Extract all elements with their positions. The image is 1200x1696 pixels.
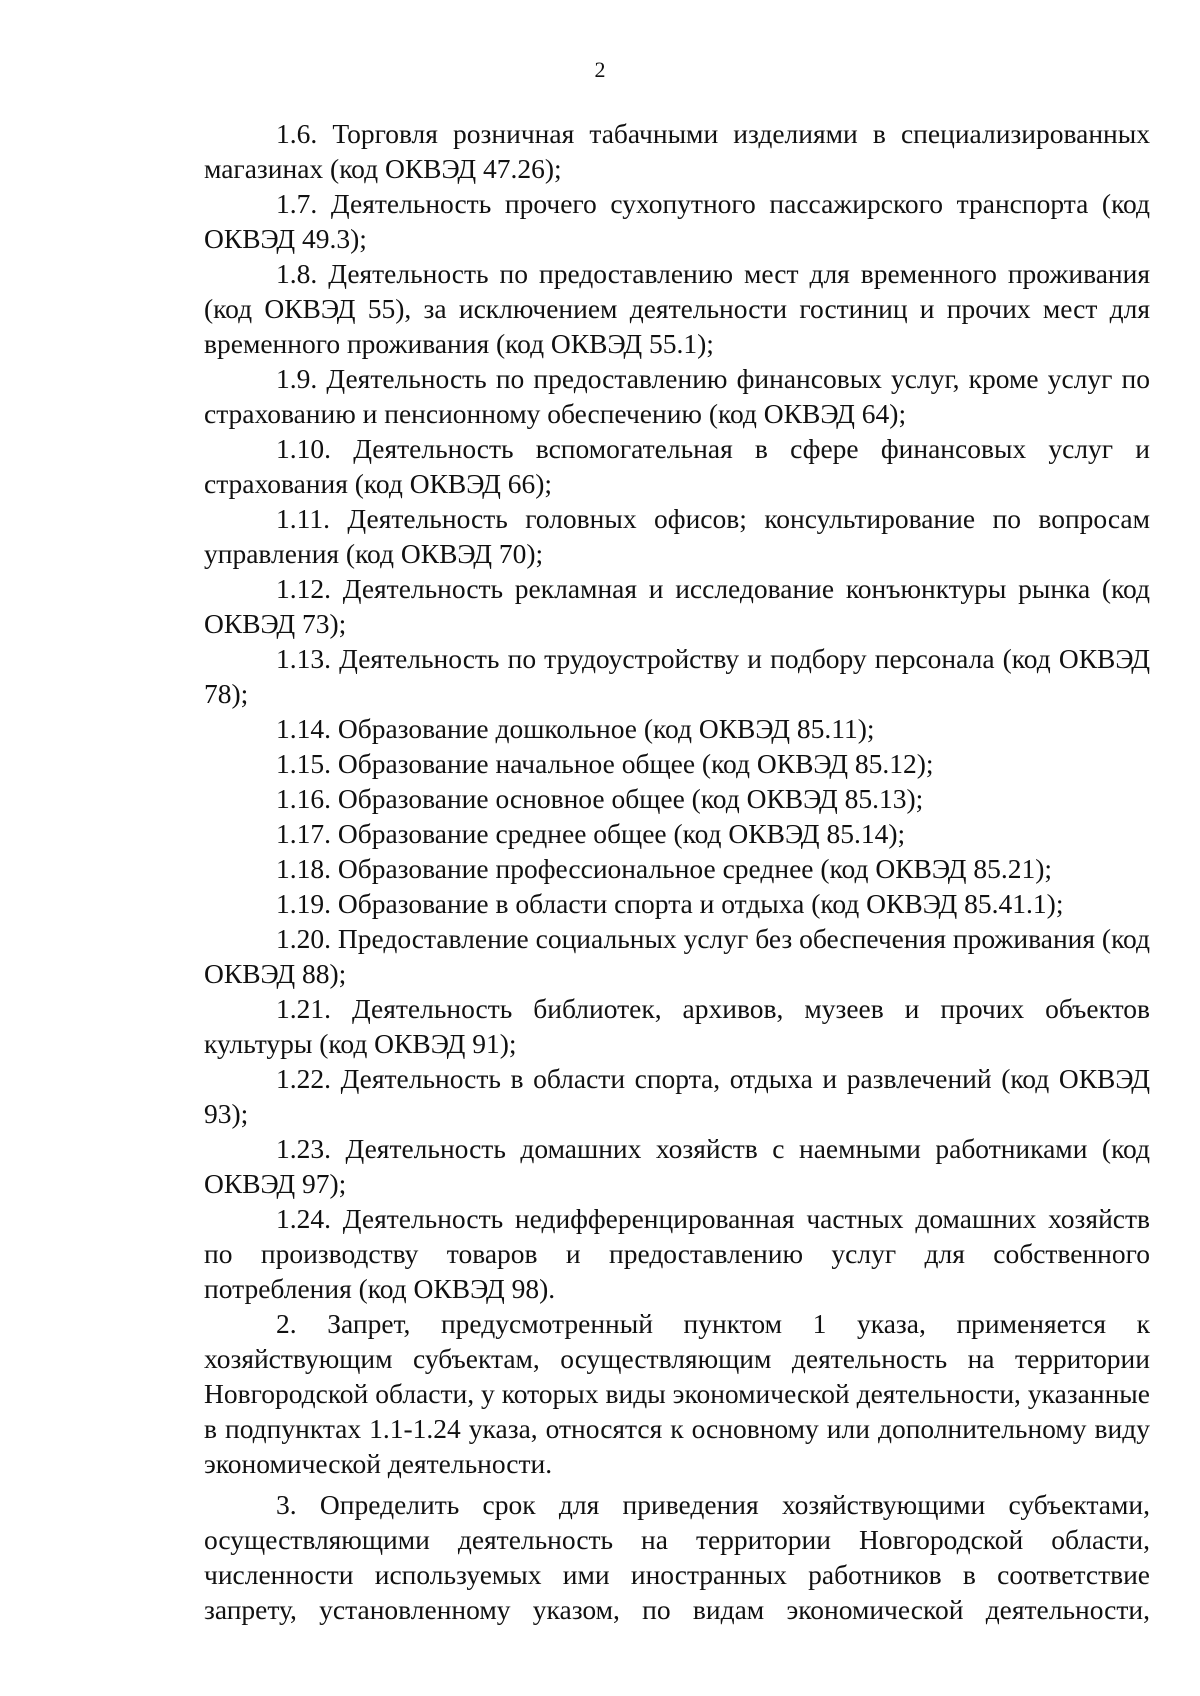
paragraph-1-22: 1.22. Деятельность в области спорта, отдыха и развлечений (код ОКВЭД 93); — [204, 1063, 1150, 1129]
paragraph-1-24: 1.24. Деятельность недифференцированная частных домашних хозяйств по производству товаров и предоставлению услуг для собственного потребления (код ОКВЭД 98). — [204, 1203, 1150, 1304]
paragraph-1-23: 1.23. Деятельность домашних хозяйств с наемными работниками (код ОКВЭД 97); — [204, 1133, 1150, 1199]
paragraph-1-20: 1.20. Предоставление социальных услуг без обеспечения проживания (код ОКВЭД 88); — [204, 923, 1150, 989]
paragraph-1-13: 1.13. Деятельность по трудоустройству и подбору персонала (код ОКВЭД 78); — [204, 643, 1150, 709]
paragraph-1-15: 1.15. Образование начальное общее (код ОКВЭД 85.12); — [276, 748, 934, 779]
paragraph-1-19: 1.19. Образование в области спорта и отдыха (код ОКВЭД 85.41.1); — [276, 888, 1064, 919]
paragraph-1-16: 1.16. Образование основное общее (код ОКВЭД 85.13); — [276, 783, 924, 814]
paragraph-1-21: 1.21. Деятельность библиотек, архивов, музеев и прочих объектов культуры (код ОКВЭД 91); — [204, 993, 1150, 1059]
paragraph-2: 2. Запрет, предусмотренный пунктом 1 указа, применяется к хозяйствующим субъектам, осуществляющим деятельность на территории Новгородской области, у которых виды экономической деятельности, указанные в подпунктах 1.1-1.24 указа, относятся к основному или дополнительному виду экономической деятельности. — [204, 1308, 1150, 1479]
paragraph-1-6: 1.6. Торговля розничная табачными изделиями в специализированных магазинах (код ОКВЭД 47.26); — [204, 118, 1150, 184]
paragraph-1-7: 1.7. Деятельность прочего сухопутного пассажирского транспорта (код ОКВЭД 49.3); — [204, 188, 1150, 254]
paragraph-1-14: 1.14. Образование дошкольное (код ОКВЭД 85.11); — [276, 713, 875, 744]
paragraph-1-18: 1.18. Образование профессиональное среднее (код ОКВЭД 85.21); — [276, 853, 1053, 884]
document-body — [204, 116, 1150, 1627]
paragraph-1-11: 1.11. Деятельность головных офисов; консультирование по вопросам управления (код ОКВЭД 70); — [204, 503, 1150, 569]
paragraph-1-8: 1.8. Деятельность по предоставлению мест для временного проживания (код ОКВЭД 55), за исключением деятельности гостиниц и прочих мест для временного проживания (код ОКВЭД 55.1); — [204, 258, 1150, 359]
page-number: 2 — [594, 57, 606, 82]
paragraph-1-10: 1.10. Деятельность вспомогательная в сфере финансовых услуг и страхования (код ОКВЭД 66); — [204, 433, 1150, 499]
paragraph-1-12: 1.12. Деятельность рекламная и исследование конъюнктуры рынка (код ОКВЭД 73); — [204, 573, 1150, 639]
paragraph-3: 3. Определить срок для приведения хозяйствующими субъектами, осуществляющими деятельность на территории Новгородской области, численности используемых ими иностранных работников в соответствие запрету, установленному указом, по видам экономической деятельности, — [204, 1489, 1150, 1625]
paragraph-1-9: 1.9. Деятельность по предоставлению финансовых услуг, кроме услуг по страхованию и пенсионному обеспечению (код ОКВЭД 64); — [204, 363, 1150, 429]
paragraph-1-17: 1.17. Образование среднее общее (код ОКВЭД 85.14); — [276, 818, 906, 849]
